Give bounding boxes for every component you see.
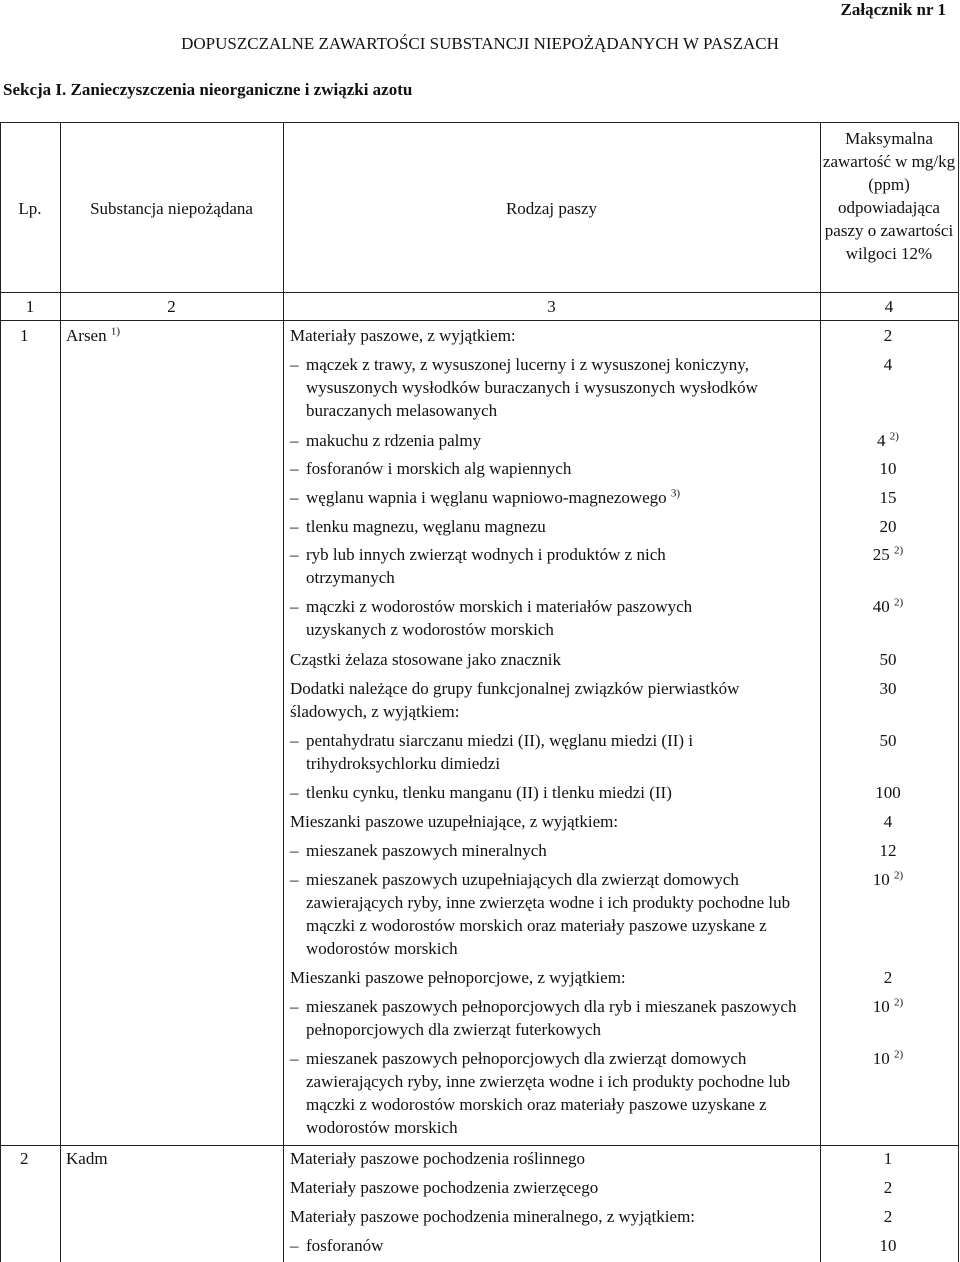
max-value: 50 — [879, 650, 897, 669]
feed-type: Mieszanki paszowe pełnoporcjowe, z wyjątkiem: — [290, 968, 626, 987]
feed-exception: – tlenku magnezu, węglanu magnezu — [290, 517, 546, 536]
column-number: 3 — [547, 297, 556, 316]
feed-type: Mieszanki paszowe uzupełniające, z wyjątkiem: — [290, 812, 619, 831]
feed-type: Cząstki żelaza stosowane jako znacznik — [290, 650, 561, 669]
table-border-left — [0, 122, 1, 1262]
header-lp: Lp. — [18, 199, 42, 218]
column-number: 1 — [25, 297, 35, 316]
max-value: 100 — [875, 783, 901, 802]
feed-exception: – pentahydratu siarczanu miedzi (II), węglanu miedzi (II) i trihydroksychlorku dimiedzi — [290, 731, 694, 773]
column-number: 4 — [884, 297, 894, 316]
column-divider — [820, 122, 821, 1262]
table-border-top — [0, 122, 959, 123]
feed-type: Materiały paszowe, z wyjątkiem: — [290, 326, 516, 345]
max-value: 2 — [883, 968, 893, 987]
row-lp: 2 — [20, 1149, 29, 1168]
max-value: 25 $^{2)}$ — [872, 544, 904, 564]
column-number: 2 — [167, 297, 176, 316]
row-substance: Arsen $^{1)}$ — [66, 325, 121, 345]
annex-label: Załącznik nr 1 — [840, 0, 946, 19]
max-value: 40 $^{2)}$ — [872, 596, 904, 616]
feed-exception: – mączek z trawy, z wysuszonej lucerny i z wysuszonej koniczyny, wysuszonych wysłodków buraczanych i wysuszonych wysłodków buraczanych melasowanych — [290, 355, 758, 420]
feed-type: Materiały paszowe pochodzenia mineralnego, z wyjątkiem: — [290, 1207, 696, 1226]
table-border-right — [958, 122, 959, 1262]
row-divider — [0, 1145, 959, 1146]
feed-exception: – fosforanów i morskich alg wapiennych — [290, 459, 572, 478]
max-value: 12 — [879, 841, 897, 860]
max-value: 1 — [883, 1149, 893, 1168]
max-value: 10 — [879, 459, 897, 478]
header-divider — [0, 320, 959, 321]
feed-exception: – mieszanek paszowych uzupełniających dla zwierząt domowych zawierających ryby, inne zwierzęta wodne i ich produkty pochodne lub mączki z wodorostów morskich oraz materiały paszowe uzyskane z wodorostów morskich — [290, 870, 791, 958]
feed-exception: – mieszanek paszowych pełnoporcjowych dla zwierząt domowych zawierających ryby, inne zwierzęta wodne i ich produkty pochodne lub mączki z wodorostów morskich oraz materiały paszowe uzyskane z wodorostów morskich — [290, 1049, 791, 1137]
max-value: 30 — [879, 679, 897, 698]
max-value: 15 — [879, 488, 897, 507]
max-value: 20 — [879, 517, 897, 536]
feed-type: Materiały paszowe pochodzenia zwierzęcego — [290, 1178, 599, 1197]
feed-exception: – węglanu wapnia i węglanu wapniowo-magnezowego $^{3)}$ — [290, 487, 681, 507]
feed-exception: – mieszanek paszowych pełnoporcjowych dla ryb i mieszanek paszowych pełnoporcjowych dla zwierząt futerkowych — [290, 997, 797, 1039]
feed-type: Dodatki należące do grupy funkcjonalnej związków pierwiastków śladowych, z wyjątkiem: — [290, 679, 740, 721]
document-title: DOPUSZCZALNE ZAWARTOŚCI SUBSTANCJI NIEPOŻĄDANYCH W PASZACH — [181, 34, 779, 53]
max-value: 4 — [883, 812, 893, 831]
max-value: 2 — [883, 1207, 893, 1226]
row-lp: 1 — [20, 326, 29, 345]
max-value: 50 — [879, 731, 897, 750]
feed-exception: – ryb lub innych zwierząt wodnych i produktów z nich otrzymanych — [290, 545, 666, 587]
feed-exception: – makuchu z rdzenia palmy — [290, 431, 482, 450]
max-value: 2 — [883, 1178, 893, 1197]
column-divider — [60, 122, 61, 1262]
feed-exception: – mieszanek paszowych mineralnych — [290, 841, 547, 860]
header-max-content: Maksymalna zawartość w mg/kg (ppm) odpowiadająca paszy o zawartości wilgoci 12% — [822, 129, 956, 263]
header-divider — [0, 292, 959, 293]
max-value: 10 $^{2)}$ — [872, 1048, 904, 1068]
feed-exception: – mączki z wodorostów morskich i materiałów paszowych uzyskanych z wodorostów morskich — [290, 597, 693, 639]
feed-exception: – fosforanów — [290, 1236, 384, 1255]
header-substance: Substancja niepożądana — [90, 199, 253, 218]
max-value: 4 $^{2)}$ — [877, 430, 899, 450]
max-value: 4 — [883, 355, 893, 374]
substances-table — [0, 122, 960, 1262]
column-divider — [283, 122, 284, 1262]
max-value: 2 — [883, 326, 893, 345]
max-value: 10 $^{2)}$ — [872, 869, 904, 889]
section-heading: Sekcja I. Zanieczyszczenia nieorganiczne i związki azotu — [3, 80, 413, 99]
feed-type: Materiały paszowe pochodzenia roślinnego — [290, 1149, 586, 1168]
max-value: 10 — [879, 1236, 897, 1255]
max-value: 10 $^{2)}$ — [872, 996, 904, 1016]
row-substance: Kadm — [66, 1149, 108, 1168]
feed-exception: – tlenku cynku, tlenku manganu (II) i tlenku miedzi (II) — [290, 783, 672, 802]
header-feed-type: Rodzaj paszy — [505, 199, 598, 218]
